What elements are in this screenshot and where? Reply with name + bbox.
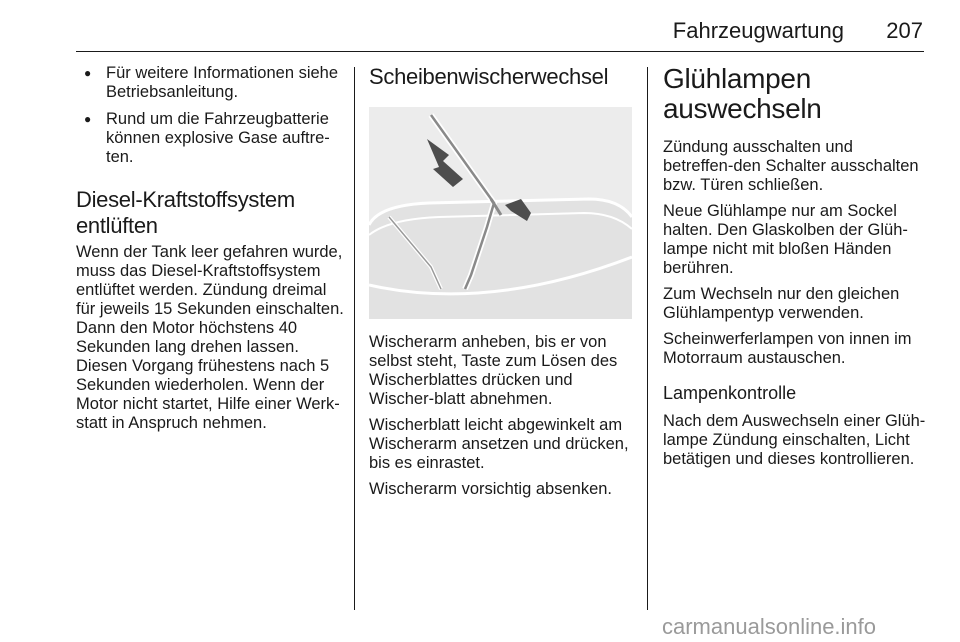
column-3 (663, 64, 927, 476)
watermark-text: carmanualsonline.info (662, 614, 877, 639)
bullet-list (76, 64, 344, 167)
section-heading-diesel: Diesel-Kraftstoffsystem entlüften (76, 187, 295, 238)
bullet-item: ● Für weitere Informationen siehe Betriebsanleitung. (76, 64, 344, 102)
wiper-paragraph: Wischerarm vorsichtig absenken. (369, 480, 613, 498)
bulb-paragraph: Zum Wechseln nur den gleichen Glühlampentyp verwenden. (663, 285, 900, 322)
column-1 (76, 64, 344, 440)
section-heading-bulbs: Glühlampen auswechseln (663, 63, 822, 124)
bulb-paragraph: Zündung ausschalten und betreffen-den Schalter ausschalten bzw. Türen schließen. (663, 138, 919, 194)
wiper-illustration (369, 107, 632, 319)
page-number: 207 (886, 18, 923, 43)
subheading-lamp-check: Lampenkontrolle (663, 383, 797, 403)
running-header-title: Fahrzeugwartung (672, 18, 844, 43)
bullet-item: ● Rund um die Fahrzeugbatterie können explosive Gase auftre-ten. (76, 110, 344, 167)
column-divider-left (354, 67, 355, 610)
wiper-paragraph: Wischerblatt leicht abgewinkelt am Wischerarm ansetzen und drücken, bis es einrastet. (369, 416, 629, 472)
diesel-body-text: Wenn der Tank leer gefahren wurde, muss das Diesel-Kraftstoffsystem entlüftet werden. Zündung dreimal für jeweils 15 Sekunden einschalten. Dann den Motor höchstens 40 Sekunden lang drehen lassen. Diesen Vorgang frühestens nach 5 Sekunden wiederholen. Wenn der Motor nicht startet, Hilfe einer Werk-statt in Anspruch nehmen. (76, 243, 344, 432)
lamp-check-paragraph: Nach dem Auswechseln einer Glüh-lampe Zündung einschalten, Licht betätigen und dieses kontrollieren. (663, 412, 926, 468)
wiper-paragraph: Wischerarm anheben, bis er von selbst steht, Taste zum Lösen des Wischerblattes drücken und Wischer-blatt abnehmen. (369, 333, 618, 408)
wiper-blade-figure (369, 107, 632, 319)
section-heading-wiper: Scheibenwischerwechsel (369, 64, 609, 89)
bulb-paragraph: Neue Glühlampe nur am Sockel halten. Den Glaskolben der Glüh-lampe nicht mit bloßen Händen berühren. (663, 202, 908, 277)
column-divider-right (647, 67, 648, 610)
header-rule (76, 51, 924, 52)
bulb-paragraph: Scheinwerferlampen von innen im Motorraum austauschen. (663, 330, 912, 367)
column-2 (369, 64, 633, 506)
